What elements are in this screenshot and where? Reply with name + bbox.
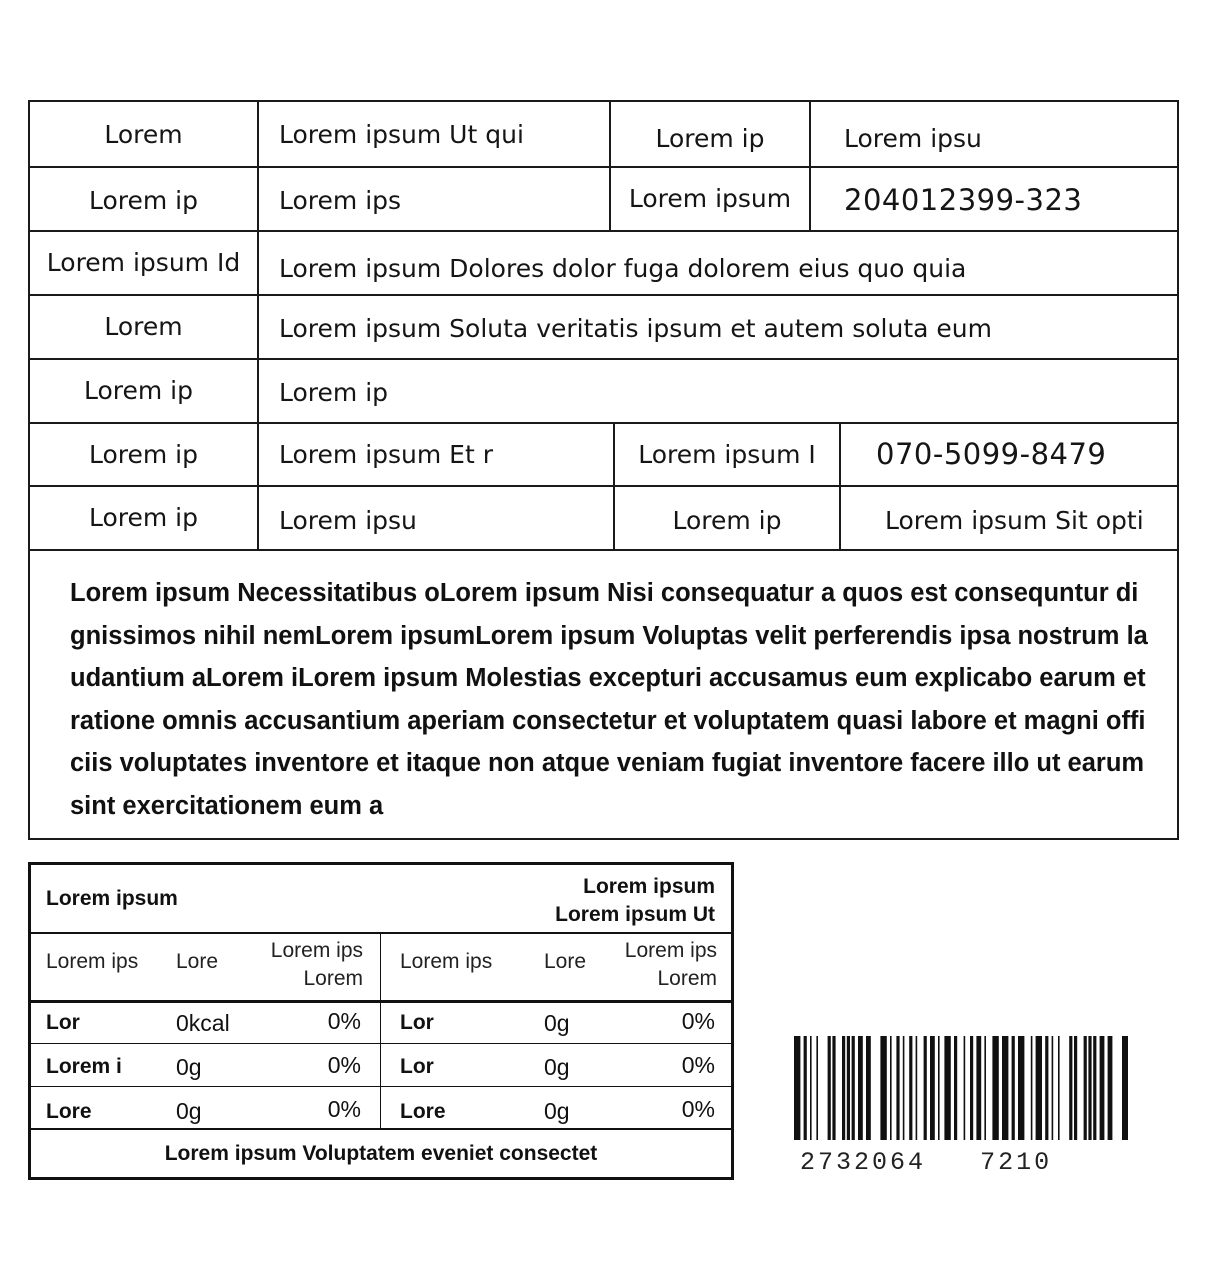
barcode-bar: [992, 1036, 998, 1140]
barcode-bar: [1084, 1036, 1087, 1140]
barcode-bar: [903, 1036, 905, 1140]
column-header: Lorem ips: [270, 939, 363, 962]
barcode-bar: [816, 1036, 818, 1140]
nutrient-amount: 0g: [544, 1010, 570, 1036]
spec-value: Lorem ipsum Sit opti: [885, 505, 1144, 535]
barcode-bar: [1100, 1036, 1105, 1140]
column-header: Lorem: [657, 967, 717, 990]
barcode-bar: [866, 1036, 871, 1140]
spec-label: Lorem ip: [83, 375, 193, 405]
row-divider: [31, 1128, 731, 1130]
barcode-bar: [1093, 1036, 1096, 1140]
nutrient-percent: 0%: [327, 1008, 361, 1034]
spec-label: Lorem: [104, 119, 183, 149]
nutrient-amount: 0g: [544, 1098, 570, 1124]
spec-value: Lorem ipsum Ut qui: [279, 119, 524, 149]
nutrient-amount: 0g: [544, 1054, 570, 1080]
barcode-bar: [804, 1036, 807, 1140]
barcode-bar: [970, 1036, 973, 1140]
nutrient-name: Lor: [46, 1011, 80, 1034]
barcode-bar: [880, 1036, 886, 1140]
barcode-bar: [852, 1036, 855, 1140]
column-header: Lorem ips: [46, 950, 139, 973]
row-divider: [31, 1086, 731, 1087]
barcode-bar: [794, 1036, 800, 1140]
barcode-bar: [1122, 1036, 1128, 1140]
nutrition-footer: Lorem ipsum Voluptatem eveniet consectet: [164, 1142, 598, 1165]
barcode-bar: [1058, 1036, 1060, 1140]
spec-label: Lorem ip: [88, 502, 198, 532]
barcode-bar: [976, 1036, 981, 1140]
nutrition-table: [28, 862, 734, 1180]
column-header: Lorem: [303, 967, 363, 990]
nutrient-percent: 0%: [681, 1008, 715, 1034]
spec-value: Lorem ipsum Et r: [279, 439, 494, 469]
barcode-bar: [1074, 1036, 1077, 1140]
spec-label: Lorem: [104, 311, 183, 341]
barcode-bar: [896, 1036, 899, 1140]
nutrient-name: Lor: [400, 1055, 434, 1078]
barcode-bar: [1045, 1036, 1048, 1140]
barcode-bar: [964, 1036, 966, 1140]
nutrient-name: Lore: [400, 1100, 446, 1123]
barcode-bar: [944, 1036, 950, 1140]
serving-line: Lorem ipsum: [583, 875, 715, 898]
nutrient-amount: 0g: [176, 1054, 202, 1080]
spec-value: Lorem ip: [279, 377, 389, 407]
barcode-bar: [930, 1036, 935, 1140]
nutrient-name: Lorem i: [46, 1055, 122, 1078]
nutrient-percent: 0%: [681, 1052, 715, 1078]
spec-table: [28, 100, 1179, 840]
barcode-bar: [1108, 1036, 1113, 1140]
barcode-bar: [924, 1036, 927, 1140]
barcode: [792, 1036, 1128, 1140]
barcode-bar: [916, 1036, 918, 1140]
spec-label: Lorem ipsum I: [638, 439, 816, 469]
spec-value: Lorem ips: [279, 185, 402, 215]
column-divider: [839, 422, 841, 551]
spec-value: Lorem ipsum Dolores dolor fuga dolorem eius quo quia: [279, 253, 967, 283]
serial-number: 204012399-323: [844, 183, 1083, 217]
serving-line: Lorem ipsum Ut: [555, 903, 715, 926]
nutrient-amount: 0kcal: [176, 1010, 230, 1036]
nutrient-percent: 0%: [681, 1096, 715, 1122]
barcode-digits-left: 2732064: [800, 1148, 927, 1177]
barcode-bar: [1088, 1036, 1091, 1140]
description-text: Lorem ipsum Necessitatibus oLorem ipsum Nisi consequatur a quos est consequntur dignissimos nihil nemLorem ipsumLorem ipsum Voluptas velit perferendis ipsa nostrum laudantium aLorem iLorem ipsum Molestias excepturi accusamus eum explicabo earum et ratione omnis accusantium aperiam consectetur et voluptatem quasi labore et magni officiis voluptates inventore et itaque non atque veniam fugiat inventore facere illo ut earum sint exercitationem eum a: [70, 579, 1148, 820]
spec-label: Lorem ip: [88, 185, 198, 215]
barcode-bar: [1069, 1036, 1072, 1140]
spec-label: Lorem ip: [655, 123, 765, 153]
barcode-bar: [890, 1036, 892, 1140]
barcode-bar: [1012, 1036, 1015, 1140]
nutrient-percent: 0%: [327, 1052, 361, 1078]
barcode-bar: [810, 1036, 812, 1140]
barcode-bar: [909, 1036, 912, 1140]
barcode-bar: [832, 1036, 835, 1140]
barcode-bar: [842, 1036, 845, 1140]
barcode-bar: [828, 1036, 831, 1140]
nutrient-name: Lor: [400, 1011, 434, 1034]
phone-number: 070-5099-8479: [876, 437, 1107, 471]
barcode-bar: [858, 1036, 863, 1140]
spec-label: Lorem ip: [88, 439, 198, 469]
barcode-bar: [1052, 1036, 1054, 1140]
nutrition-title: Lorem ipsum: [46, 887, 178, 910]
spec-label: Lorem ipsum: [628, 183, 792, 213]
barcode-digits-right: 7210: [980, 1148, 1053, 1177]
barcode-bar: [938, 1036, 940, 1140]
spec-value: Lorem ipsu: [844, 123, 982, 153]
column-header: Lore: [176, 950, 219, 973]
column-divider: [380, 934, 381, 1128]
barcode-bar: [1031, 1036, 1033, 1140]
nutrient-percent: 0%: [327, 1096, 361, 1122]
column-divider: [809, 102, 811, 232]
spec-value: Lorem ipsum Soluta veritatis ipsum et autem soluta eum: [279, 313, 992, 343]
row-divider: [31, 1000, 731, 1003]
spec-label: Lorem ipsum Id: [46, 247, 241, 277]
barcode-bar: [1002, 1036, 1008, 1140]
barcode-bar: [984, 1036, 986, 1140]
row-divider: [31, 932, 731, 934]
spec-label: Lorem ip: [672, 505, 782, 535]
column-header: Lorem ips: [624, 939, 717, 962]
nutrient-amount: 0g: [176, 1098, 202, 1124]
nutrient-name: Lore: [46, 1100, 92, 1123]
barcode-bar: [1036, 1036, 1042, 1140]
column-header: Lore: [544, 950, 587, 973]
barcode-digits: [800, 1148, 1130, 1177]
barcode-bar: [847, 1036, 850, 1140]
barcode-bar: [1018, 1036, 1024, 1140]
spec-value: Lorem ipsu: [279, 505, 417, 535]
column-header: Lorem ips: [400, 950, 493, 973]
row-divider: [31, 1043, 731, 1044]
barcode-bar: [954, 1036, 957, 1140]
